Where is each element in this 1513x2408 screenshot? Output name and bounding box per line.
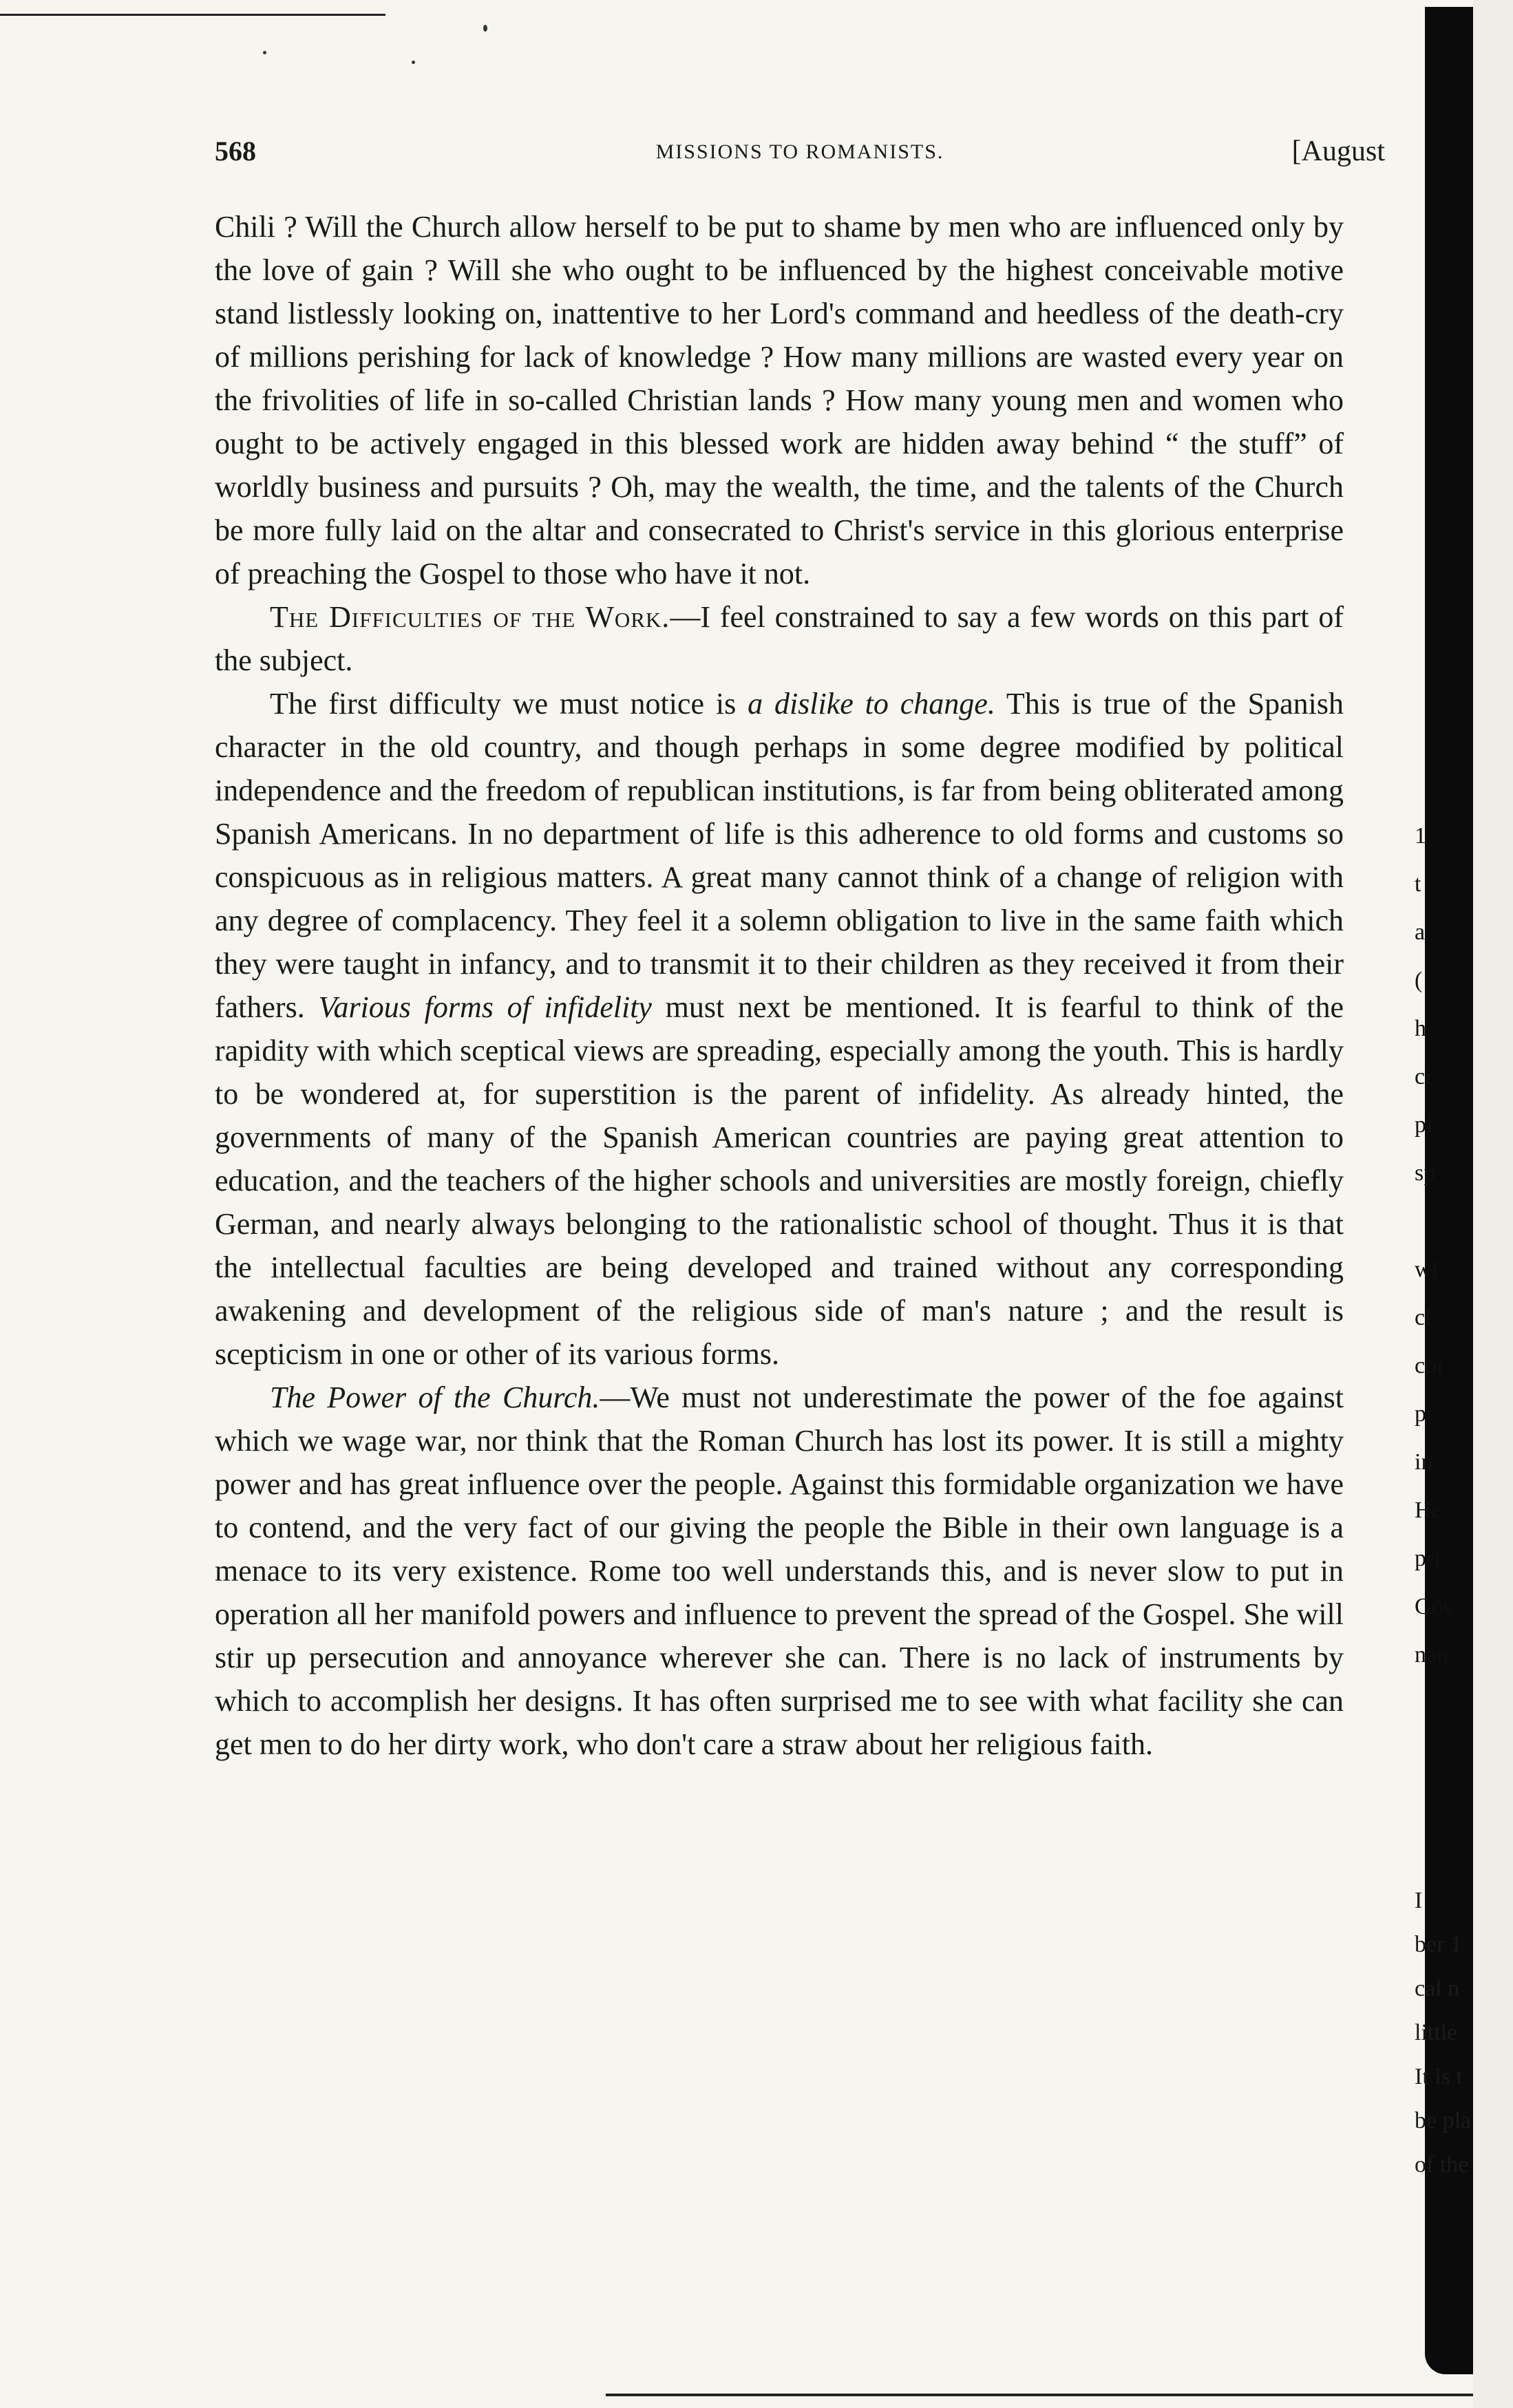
facing-page-fragment: t: [1415, 871, 1421, 897]
facing-page-fragment: cal n: [1415, 1976, 1460, 2001]
facing-page-fragment: coi: [1415, 1353, 1443, 1378]
facing-page-fragment: sp: [1415, 1160, 1436, 1186]
section-heading-difficulties: The Difficulties of the Work.: [270, 600, 670, 634]
facing-page-fragment: Gos: [1415, 1594, 1452, 1619]
page-header: [215, 135, 1385, 176]
paragraph-3-text: The first difficulty we must notice is: [270, 687, 748, 721]
facing-page-fragment: wl: [1415, 1257, 1438, 1282]
scan-speck: [263, 51, 266, 54]
facing-page-fragment: It is t: [1415, 2064, 1463, 2089]
bottom-rule: [606, 2394, 1473, 2396]
scan-speck: [483, 25, 487, 32]
header-month: [August: [1291, 136, 1385, 167]
facing-page-fragment: cl: [1415, 1305, 1432, 1330]
facing-page-fragment: ber 1: [1415, 1932, 1462, 1957]
facing-page-fragment: little: [1415, 2020, 1458, 2045]
scan-speck: [412, 61, 415, 64]
paragraph-3: [215, 682, 1344, 1376]
facing-page-fragment: I: [1415, 1888, 1423, 1913]
facing-page-fragment: pi: [1415, 1112, 1433, 1138]
page-number: 568: [215, 136, 256, 167]
paragraph-1: Chili ? Will the Church allow herself to be put to shame by men who are influenced only by the love of gain ? Will she who ought to be influenced by the highest conceivable motive stand listlessly looking on, inattentive to her Lord's command and heedless of the death-cry of millions perishing for lack of knowledge ? How many millions are wasted every year on the frivolities of life in so-called Christian lands ? How many young men and women who ought to be actively engaged in this blessed work are hidden away behind “ the stuff” of worldly business and pursuits ? Oh, may the wealth, the time, and the talents of the Church be more fully laid on the altar and consecrated to Christ's service in this glorious enterprise of preaching the Gospel to those who have it not.: [215, 210, 1344, 590]
facing-page-fragment: ci: [1415, 1064, 1432, 1089]
facing-page-fragment: nan: [1415, 1642, 1449, 1668]
facing-page-fragment: [1415, 1197, 1477, 1246]
facing-page-fragment: of the: [1415, 2152, 1469, 2177]
facing-page-fragment: in :: [1415, 1449, 1446, 1475]
facing-page-fragment: h: [1415, 1016, 1426, 1041]
facing-page-fragment: pri: [1415, 1546, 1441, 1571]
emphasis-forms-of-infidelity: Various forms of infidelity: [318, 990, 652, 1024]
facing-page-fragment: 1: [1415, 823, 1426, 849]
section-heading-power-of-church: The Power of the Church.: [270, 1381, 600, 1414]
top-rule: [0, 14, 385, 16]
facing-page-fragment: a: [1415, 919, 1426, 945]
paragraph-2-text: —I feel constrained to say a few words on this part of the subject.: [215, 600, 1344, 677]
facing-page-fragments-upper: [1415, 812, 1477, 1679]
paragraph-3-text: must next be mentioned. It is fearful to think of the rapidity with which sceptical views are spreading, especially among the youth. This is hardly to be wondered at, for superstition is the parent of infidelity. As already hinted, the governments of many of the Spanish American countries are paying great attention to education, and the teachers of the higher schools and universities are mostly foreign, chiefly German, and nearly always belonging to the rationalistic school of thought. Thus it is that the intellectual faculties are being developed and trained without any corresponding awakening and development of the religious side of man's nature ; and the result is scepticism in one or other of its various forms.: [215, 990, 1344, 1371]
paragraph-4-text: —We must not underestimate the power of the foe against which we wage war, nor think that the Roman Church has lost its power. It is still a mighty power and has great influence over the people. Against this formidable organization we have to contend, and the very fact of our giving the people the Bible in their own language is a menace to its very existence. Rome too well understands this, and is never slow to put in operation all her manifold powers and influence to prevent the spread of the Gospel. She will stir up persecution and annoyance wherever she can. There is no lack of instruments by which to accomplish her designs. It has often surprised me to see with what facility she can get men to do her dirty work, who don't care a straw about her religious faith.: [215, 1381, 1344, 1761]
running-head: MISSIONS TO ROMANISTS.: [655, 140, 944, 163]
paragraph-2: [215, 595, 1344, 682]
paragraph-4: [215, 1376, 1344, 1766]
facing-page-fragment: He: [1415, 1498, 1442, 1523]
paragraph-3-text: This is true of the Spanish character in the old country, and though perhaps in some degree modified by political independence and the freedom of republican institutions, is far from being obliterated among Spanish Americans. In no department of life is this adherence to old forms and customs so conspicuous as in religious matters. A great many cannot think of a change of religion with any degree of complacency. They feel it a solemn obligation to live in the same faith which they were taught in infancy, and to transmit it to their children as they received it from their fathers.: [215, 687, 1344, 1024]
facing-page-fragment: (: [1415, 968, 1423, 993]
facing-page-fragment: pr: [1415, 1401, 1435, 1427]
facing-page-fragments-lower: [1415, 1879, 1477, 2187]
article-body: [215, 205, 1344, 1766]
emphasis-dislike-to-change: a dislike to change.: [748, 687, 995, 721]
facing-page-fragment: be pla: [1415, 2108, 1472, 2133]
facing-page-edge: [1473, 0, 1513, 2408]
